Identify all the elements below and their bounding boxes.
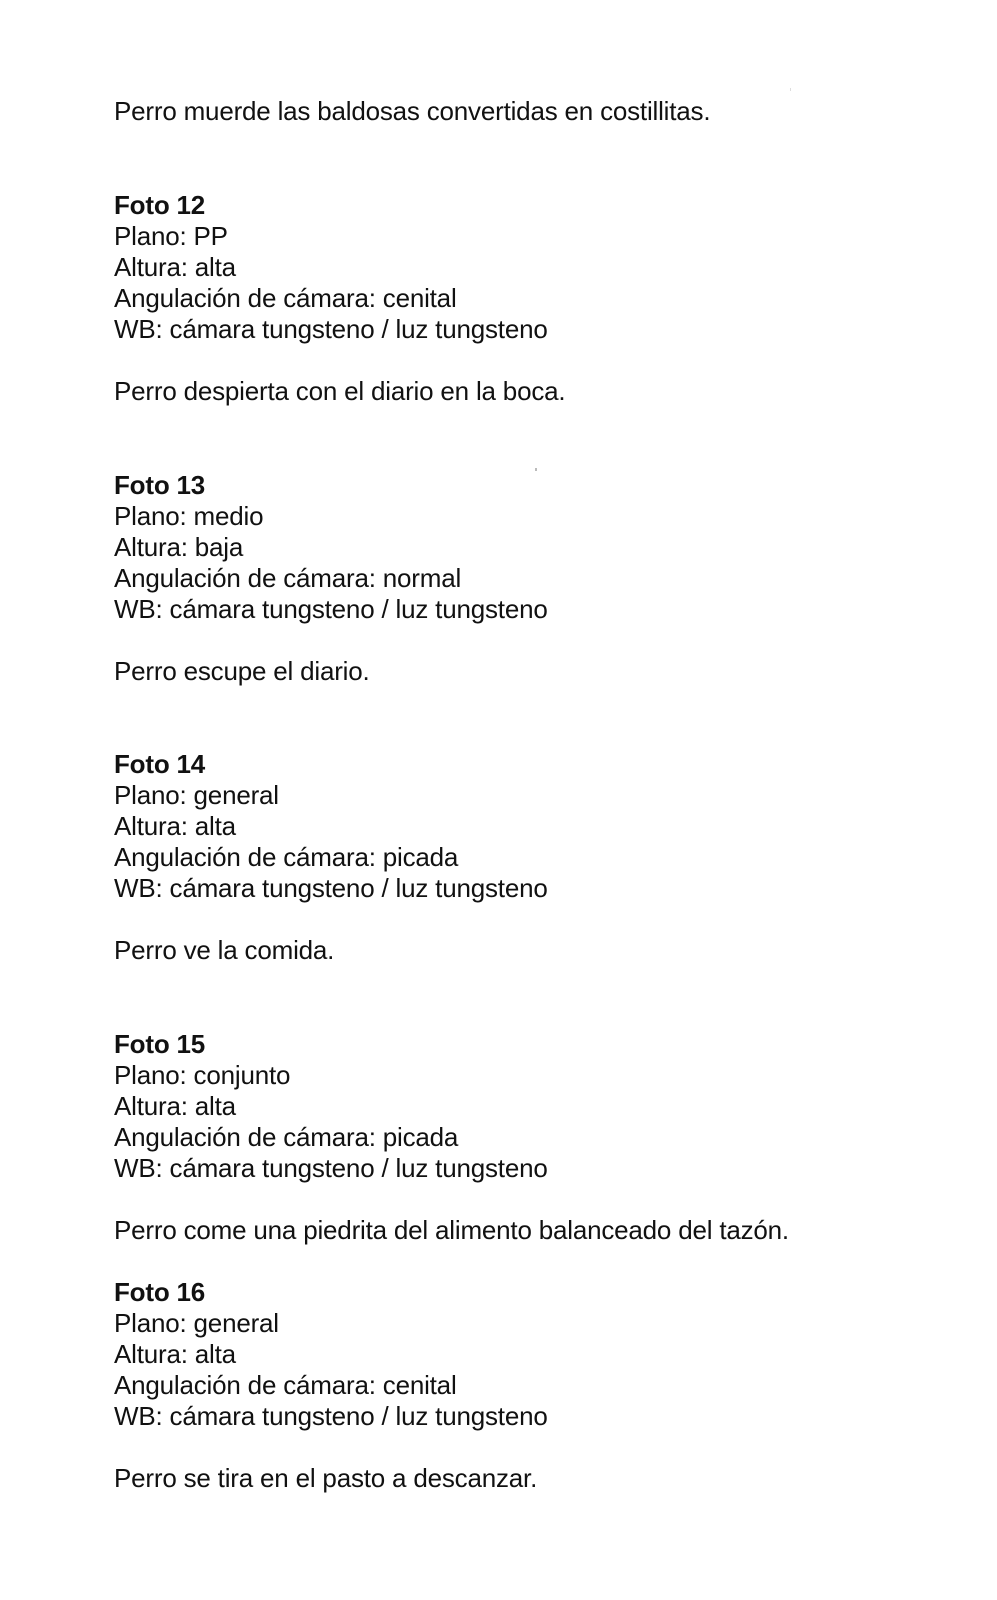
shot-angulacion: Angulación de cámara: cenital	[114, 283, 457, 313]
shot-title: Foto 14	[114, 749, 206, 779]
scan-speck	[535, 468, 537, 471]
shot-wb: WB: cámara tungsteno / luz tungsteno	[114, 873, 548, 903]
shot-description: Perro se tira en el pasto a descanzar.	[114, 1463, 538, 1493]
shot-angulacion: Angulación de cámara: picada	[114, 842, 459, 872]
shot-description: Perro ve la comida.	[114, 935, 335, 965]
shot-plano: Plano: conjunto	[114, 1060, 291, 1090]
shot-description: Perro come una piedrita del alimento balanceado del tazón.	[114, 1215, 789, 1245]
shot-wb: WB: cámara tungsteno / luz tungsteno	[114, 1153, 548, 1183]
shot-altura: Altura: alta	[114, 1091, 236, 1121]
shot-altura: Altura: alta	[114, 1339, 236, 1369]
shot-wb: WB: cámara tungsteno / luz tungsteno	[114, 594, 548, 624]
shot-title: Foto 16	[114, 1277, 206, 1307]
shot-title: Foto 13	[114, 470, 206, 500]
shot-wb: WB: cámara tungsteno / luz tungsteno	[114, 314, 548, 344]
shot-wb: WB: cámara tungsteno / luz tungsteno	[114, 1401, 548, 1431]
shot-plano: Plano: medio	[114, 501, 264, 531]
shot-altura: Altura: alta	[114, 811, 236, 841]
intro-text: Perro muerde las baldosas convertidas en costillitas.	[114, 96, 711, 126]
shot-plano: Plano: general	[114, 780, 279, 810]
shot-angulacion: Angulación de cámara: picada	[114, 1122, 459, 1152]
shot-title: Foto 12	[114, 190, 206, 220]
shot-angulacion: Angulación de cámara: normal	[114, 563, 462, 593]
shot-description: Perro despierta con el diario en la boca.	[114, 376, 566, 406]
shot-title: Foto 15	[114, 1029, 206, 1059]
shot-description: Perro escupe el diario.	[114, 656, 370, 686]
shot-altura: Altura: baja	[114, 532, 244, 562]
scan-speck	[790, 88, 791, 91]
shot-angulacion: Angulación de cámara: cenital	[114, 1370, 457, 1400]
shot-altura: Altura: alta	[114, 252, 236, 282]
shot-plano: Plano: PP	[114, 221, 228, 251]
shot-plano: Plano: general	[114, 1308, 279, 1338]
